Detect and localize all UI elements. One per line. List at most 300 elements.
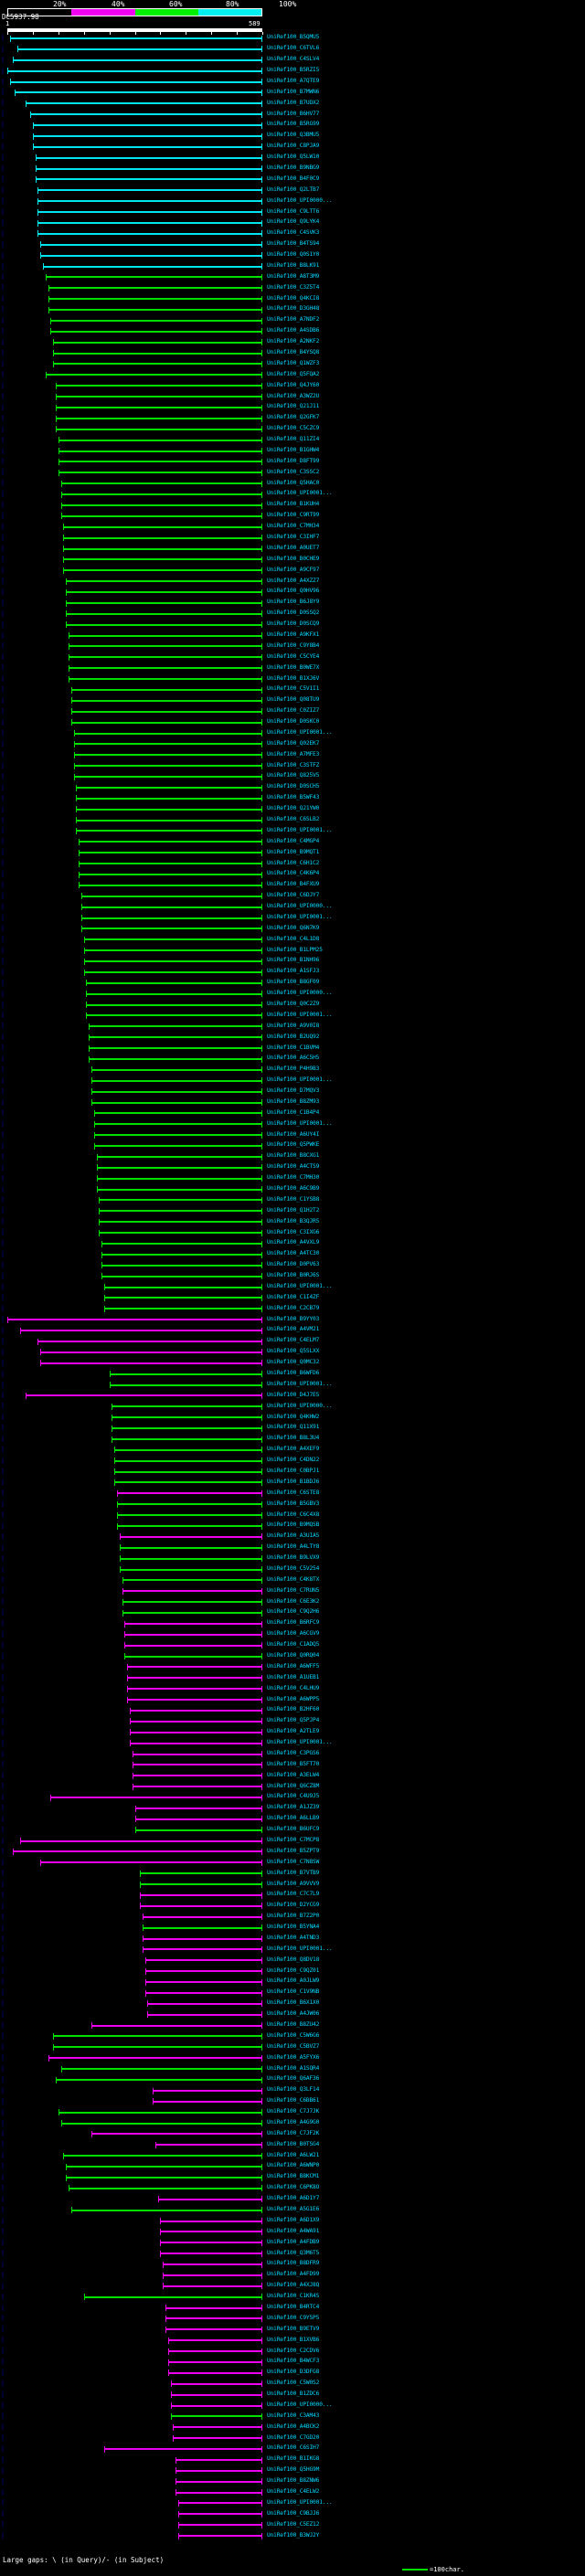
hit-description-link[interactable]: UniRef100_B1KUH4 — [267, 501, 320, 508]
hit-description-link[interactable]: UniRef100_B8ZU42 — [267, 2021, 320, 2029]
hit-description-link[interactable]: UniRef100_B8GF09 — [267, 979, 320, 986]
table-row[interactable] — [0, 230, 585, 239]
table-row[interactable] — [0, 642, 585, 651]
alignment-bar[interactable] — [84, 2296, 262, 2298]
alignment-bar[interactable] — [37, 1341, 262, 1342]
alignment-bar[interactable] — [101, 1276, 262, 1277]
hit-description-link[interactable]: UniRef100_A1JZ39 — [267, 1804, 320, 1811]
alignment-bar[interactable] — [176, 2459, 262, 2461]
alignment-bar[interactable] — [76, 809, 262, 811]
table-row[interactable] — [0, 1816, 585, 1824]
alignment-bar[interactable] — [104, 2448, 262, 2450]
table-row[interactable] — [0, 122, 585, 130]
hit-description-link[interactable]: UniRef100_B1XVB6 — [267, 2336, 320, 2343]
table-row[interactable] — [0, 1077, 585, 1086]
alignment-bar[interactable] — [37, 222, 262, 224]
alignment-bar[interactable] — [117, 1492, 262, 1494]
hit-description-link[interactable]: UniRef100_C3IXG6 — [267, 1228, 320, 1235]
hit-description-link[interactable]: UniRef100_UPI0001... — [267, 728, 333, 736]
hit-description-link[interactable]: UniRef100_B5RG99 — [267, 121, 320, 128]
alignment-bar[interactable] — [168, 2372, 262, 2374]
alignment-bar[interactable] — [176, 2492, 262, 2494]
table-row[interactable] — [0, 1088, 585, 1097]
table-row[interactable] — [0, 175, 585, 184]
hit-description-link[interactable]: UniRef100_B9LVX9 — [267, 1554, 320, 1562]
hit-description-link[interactable]: UniRef100_C5V254 — [267, 1564, 320, 1572]
table-row[interactable] — [0, 1305, 585, 1313]
alignment-bar[interactable] — [143, 1948, 262, 1950]
alignment-bar[interactable] — [69, 645, 262, 647]
table-row[interactable] — [0, 860, 585, 868]
alignment-bar[interactable] — [66, 591, 262, 593]
hit-description-link[interactable]: UniRef100_A3UIA5 — [267, 1532, 320, 1540]
alignment-bar[interactable] — [171, 2394, 262, 2396]
hit-description-link[interactable]: UniRef100_B1LPM25 — [267, 946, 323, 953]
alignment-bar[interactable] — [163, 2274, 262, 2276]
alignment-bar[interactable] — [122, 1590, 262, 1592]
table-row[interactable] — [0, 958, 585, 966]
hit-description-link[interactable]: UniRef100_B8KCM1 — [267, 2173, 320, 2180]
hit-description-link[interactable]: UniRef100_A3WZ2U — [267, 392, 320, 399]
hit-description-link[interactable]: UniRef100_Q5LW10 — [267, 154, 320, 161]
hit-description-link[interactable]: UniRef100_A4WA91 — [267, 2227, 320, 2234]
alignment-bar[interactable] — [114, 1449, 262, 1451]
alignment-bar[interactable] — [94, 1123, 262, 1125]
alignment-bar[interactable] — [79, 852, 262, 853]
table-row[interactable] — [0, 1044, 585, 1053]
table-row[interactable] — [0, 133, 585, 141]
alignment-bar[interactable] — [61, 515, 262, 517]
table-row[interactable] — [0, 79, 585, 87]
table-row[interactable] — [0, 1458, 585, 1466]
table-row[interactable] — [0, 502, 585, 510]
hit-description-link[interactable]: UniRef100_C3STFZ — [267, 761, 320, 769]
alignment-bar[interactable] — [58, 440, 262, 441]
alignment-bar[interactable] — [40, 255, 262, 257]
table-row[interactable] — [0, 1555, 585, 1564]
hit-description-link[interactable]: UniRef100_B0TSG4 — [267, 2140, 320, 2147]
table-row[interactable] — [0, 2315, 585, 2323]
hit-description-link[interactable]: UniRef100_Q2LTB7 — [267, 186, 320, 193]
hit-description-link[interactable]: UniRef100_A6CGV9 — [267, 1630, 320, 1638]
alignment-bar[interactable] — [86, 1014, 262, 1016]
alignment-bar[interactable] — [89, 1047, 262, 1049]
alignment-bar[interactable] — [36, 168, 262, 170]
hit-description-link[interactable]: UniRef100_UPI0001... — [267, 1076, 333, 1084]
alignment-bar[interactable] — [43, 266, 262, 268]
hit-description-link[interactable]: UniRef100_D0SCH5 — [267, 783, 320, 790]
table-row[interactable] — [0, 567, 585, 575]
alignment-bar[interactable] — [130, 1710, 262, 1712]
alignment-bar[interactable] — [33, 135, 262, 137]
hit-description-link[interactable]: UniRef100_C4ELW2 — [267, 2487, 320, 2495]
alignment-bar[interactable] — [130, 1732, 262, 1733]
table-row[interactable] — [0, 827, 585, 835]
alignment-bar[interactable] — [79, 863, 262, 864]
hit-description-link[interactable]: UniRef100_UPI0001... — [267, 1119, 333, 1127]
hit-description-link[interactable]: UniRef100_Q825V5 — [267, 772, 320, 779]
hit-description-link[interactable]: UniRef100_C4K8TX — [267, 1575, 320, 1583]
alignment-bar[interactable] — [140, 1883, 262, 1885]
alignment-bar[interactable] — [99, 1210, 262, 1212]
table-row[interactable] — [0, 1761, 585, 1769]
table-row[interactable] — [0, 480, 585, 488]
table-row[interactable] — [0, 871, 585, 879]
alignment-bar[interactable] — [50, 320, 262, 322]
hit-description-link[interactable]: UniRef100_A4CTS9 — [267, 1163, 320, 1171]
table-row[interactable] — [0, 893, 585, 901]
table-row[interactable] — [0, 1620, 585, 1628]
table-row[interactable] — [0, 1642, 585, 1650]
hit-description-link[interactable]: UniRef100_A4LTY8 — [267, 1543, 320, 1551]
alignment-bar[interactable] — [143, 1916, 262, 1918]
table-row[interactable] — [0, 1500, 585, 1509]
table-row[interactable] — [0, 263, 585, 271]
hit-description-link[interactable]: UniRef100_C4ELM7 — [267, 1337, 320, 1344]
table-row[interactable] — [0, 1338, 585, 1346]
hit-description-link[interactable]: UniRef100_B1NH96 — [267, 957, 320, 964]
alignment-bar[interactable] — [160, 2231, 262, 2232]
alignment-bar[interactable] — [160, 2253, 262, 2254]
alignment-bar[interactable] — [56, 385, 262, 387]
hit-description-link[interactable]: UniRef100_A6WPP5 — [267, 1695, 320, 1702]
hit-description-link[interactable]: UniRef100_D0SCQ9 — [267, 620, 320, 628]
alignment-bar[interactable] — [71, 711, 262, 713]
table-row[interactable] — [0, 1913, 585, 1922]
alignment-bar[interactable] — [160, 2242, 262, 2243]
hit-description-link[interactable]: UniRef100_B2HF60 — [267, 1706, 320, 1713]
alignment-bar[interactable] — [135, 1818, 263, 1820]
alignment-bar[interactable] — [127, 1666, 262, 1668]
table-row[interactable] — [0, 1587, 585, 1595]
table-row[interactable] — [0, 426, 585, 434]
table-row[interactable] — [0, 697, 585, 705]
hit-description-link[interactable]: UniRef100_B9ETV9 — [267, 2325, 320, 2332]
table-row[interactable] — [0, 1489, 585, 1498]
hit-description-link[interactable]: UniRef100_B8ZNW6 — [267, 2477, 320, 2485]
alignment-bar[interactable] — [163, 2285, 262, 2287]
hit-description-link[interactable]: UniRef100_B9MQT1 — [267, 848, 320, 855]
hit-description-link[interactable]: UniRef100_B1BDJ6 — [267, 1478, 320, 1485]
table-row[interactable] — [0, 1360, 585, 1368]
alignment-bar[interactable] — [61, 2068, 262, 2070]
alignment-bar[interactable] — [71, 700, 262, 702]
hit-description-link[interactable]: UniRef100_B6X1X0 — [267, 1999, 320, 2007]
hit-description-link[interactable]: UniRef100_A4FD99 — [267, 2271, 320, 2278]
alignment-bar[interactable] — [79, 885, 262, 886]
hit-description-link[interactable]: UniRef100_C5CZC9 — [267, 425, 320, 432]
hit-description-link[interactable]: UniRef100_B8ZM93 — [267, 1097, 320, 1105]
table-row[interactable] — [0, 1164, 585, 1172]
alignment-bar[interactable] — [74, 754, 262, 756]
hit-description-link[interactable]: UniRef100_A3ELW4 — [267, 1771, 320, 1778]
alignment-bar[interactable] — [69, 667, 262, 669]
alignment-bar[interactable] — [53, 353, 262, 355]
hit-description-link[interactable]: UniRef100_UPI0000... — [267, 2401, 333, 2408]
hit-description-link[interactable]: UniRef100_Q6CZ8M — [267, 1782, 320, 1789]
alignment-bar[interactable] — [66, 613, 262, 615]
hit-description-link[interactable]: UniRef100_Q1H2T2 — [267, 1206, 320, 1214]
hit-description-link[interactable]: UniRef100_C6BB61 — [267, 2097, 320, 2104]
hit-description-link[interactable]: UniRef100_C5EZ12 — [267, 2520, 320, 2528]
table-row[interactable] — [0, 2478, 585, 2486]
table-row[interactable] — [0, 1316, 585, 1324]
table-row[interactable] — [0, 2391, 585, 2400]
hit-description-link[interactable]: UniRef100_C5CYE4 — [267, 652, 320, 660]
table-row[interactable] — [0, 2532, 585, 2540]
alignment-bar[interactable] — [99, 1232, 262, 1234]
hit-description-link[interactable]: UniRef100_Q11X91 — [267, 1424, 320, 1431]
alignment-bar[interactable] — [165, 2328, 262, 2330]
alignment-bar[interactable] — [84, 949, 262, 951]
hit-description-link[interactable]: UniRef100_C6SLB2 — [267, 815, 320, 822]
table-row[interactable] — [0, 1229, 585, 1237]
table-row[interactable] — [0, 317, 585, 325]
alignment-bar[interactable] — [112, 1405, 262, 1407]
alignment-bar[interactable] — [163, 2263, 262, 2265]
table-row[interactable] — [0, 1099, 585, 1108]
hit-description-link[interactable]: UniRef100_C7MCP8 — [267, 1837, 320, 1843]
hit-description-link[interactable]: UniRef100_C3AM43 — [267, 2412, 320, 2419]
alignment-bar[interactable] — [165, 2317, 262, 2319]
hit-description-link[interactable]: UniRef100_A4TC30 — [267, 1250, 320, 1257]
hit-description-link[interactable]: UniRef100_Q5PWKE — [267, 1141, 320, 1149]
table-row[interactable] — [0, 1479, 585, 1487]
table-row[interactable] — [0, 1175, 585, 1183]
table-row[interactable] — [0, 2380, 585, 2389]
hit-description-link[interactable]: UniRef100_B6WFD6 — [267, 1370, 320, 1377]
hit-description-link[interactable]: UniRef100_C2CDV6 — [267, 2347, 320, 2354]
table-row[interactable] — [0, 1576, 585, 1585]
hit-description-link[interactable]: UniRef100_A0JLW9 — [267, 1977, 320, 1985]
table-row[interactable] — [0, 2294, 585, 2302]
hit-description-link[interactable]: UniRef100_UPI0000... — [267, 990, 333, 997]
table-row[interactable] — [0, 1903, 585, 1911]
hit-description-link[interactable]: UniRef100_B7Z2P0 — [267, 1913, 320, 1920]
alignment-bar[interactable] — [91, 2133, 262, 2135]
hit-description-link[interactable]: UniRef100_Q3M6T5 — [267, 2249, 320, 2256]
alignment-bar[interactable] — [37, 211, 262, 213]
alignment-bar[interactable] — [145, 1959, 262, 1961]
hit-description-link[interactable]: UniRef100_C6DJY7 — [267, 892, 320, 899]
hit-description-link[interactable]: UniRef100_B8LK91 — [267, 261, 320, 269]
hit-description-link[interactable]: UniRef100_C6H1C2 — [267, 859, 320, 866]
alignment-bar[interactable] — [84, 960, 262, 962]
table-row[interactable] — [0, 2239, 585, 2247]
alignment-bar[interactable] — [130, 1721, 262, 1723]
alignment-bar[interactable] — [101, 1254, 262, 1256]
hit-description-link[interactable]: UniRef100_Q9LYK4 — [267, 218, 320, 226]
alignment-bar[interactable] — [91, 1091, 262, 1093]
hit-description-link[interactable]: UniRef100_UPI0001... — [267, 1011, 333, 1018]
table-row[interactable] — [0, 448, 585, 456]
hit-description-link[interactable]: UniRef100_A4JW06 — [267, 2010, 320, 2018]
hit-description-link[interactable]: UniRef100_A9VVV9 — [267, 1880, 320, 1887]
alignment-bar[interactable] — [133, 1786, 262, 1787]
alignment-bar[interactable] — [140, 1872, 262, 1874]
table-row[interactable] — [0, 1924, 585, 1933]
hit-description-link[interactable]: UniRef100_A4G9G0 — [267, 2118, 320, 2125]
table-row[interactable] — [0, 1012, 585, 1020]
table-row[interactable] — [0, 2152, 585, 2160]
alignment-bar[interactable] — [69, 656, 262, 658]
table-row[interactable] — [0, 1989, 585, 1998]
table-row[interactable] — [0, 1382, 585, 1390]
table-row[interactable] — [0, 2120, 585, 2128]
hit-description-link[interactable]: UniRef100_B4F0C9 — [267, 175, 320, 182]
table-row[interactable] — [0, 1522, 585, 1531]
table-row[interactable] — [0, 2218, 585, 2226]
hit-description-link[interactable]: UniRef100_C1V9NB — [267, 1988, 320, 1996]
alignment-bar[interactable] — [124, 1623, 262, 1625]
hit-description-link[interactable]: UniRef100_C1BVM4 — [267, 1044, 320, 1051]
alignment-bar[interactable] — [178, 2535, 262, 2537]
table-row[interactable] — [0, 969, 585, 977]
alignment-bar[interactable] — [114, 1460, 262, 1462]
hit-description-link[interactable]: UniRef100_B1GHW4 — [267, 446, 320, 453]
table-row[interactable] — [0, 1783, 585, 1791]
hit-description-link[interactable]: UniRef100_C7MH30 — [267, 1174, 320, 1182]
hit-description-link[interactable]: UniRef100_Q1WZF3 — [267, 359, 320, 366]
hit-description-link[interactable]: UniRef100_A2NKF2 — [267, 338, 320, 345]
hit-description-link[interactable]: UniRef100_Q21YW0 — [267, 805, 320, 812]
table-row[interactable] — [0, 546, 585, 554]
hit-description-link[interactable]: UniRef100_C6STE8 — [267, 1489, 320, 1496]
table-row[interactable] — [0, 2348, 585, 2356]
hit-description-link[interactable]: UniRef100_C6C4X8 — [267, 1511, 320, 1518]
alignment-bar[interactable] — [36, 157, 262, 159]
alignment-bar[interactable] — [37, 200, 262, 202]
alignment-bar[interactable] — [112, 1438, 262, 1440]
alignment-bar[interactable] — [127, 1699, 262, 1701]
alignment-bar[interactable] — [71, 2210, 262, 2211]
table-row[interactable] — [0, 621, 585, 630]
hit-description-link[interactable]: UniRef100_C7GD20 — [267, 2433, 320, 2441]
alignment-bar[interactable] — [127, 1677, 262, 1679]
alignment-bar[interactable] — [89, 1025, 262, 1027]
table-row[interactable] — [0, 197, 585, 206]
hit-description-link[interactable]: UniRef100_C1I4ZF — [267, 1293, 320, 1300]
alignment-bar[interactable] — [58, 451, 262, 452]
hit-description-link[interactable]: UniRef100_B0RJ6S — [267, 1272, 320, 1279]
hit-description-link[interactable]: UniRef100_Q6AF36 — [267, 2075, 320, 2083]
table-row[interactable] — [0, 100, 585, 108]
hit-description-link[interactable]: UniRef100_Q5HG9M — [267, 2466, 320, 2474]
table-row[interactable] — [0, 1978, 585, 1987]
alignment-bar[interactable] — [26, 1394, 262, 1396]
hit-description-link[interactable]: UniRef100_C7N8SW — [267, 1858, 320, 1865]
hit-description-link[interactable]: UniRef100_UPI0001... — [267, 826, 333, 833]
table-row[interactable] — [0, 143, 585, 152]
table-row[interactable] — [0, 947, 585, 955]
alignment-bar[interactable] — [74, 733, 262, 735]
table-row[interactable] — [0, 632, 585, 641]
alignment-bar[interactable] — [122, 1579, 262, 1581]
hit-description-link[interactable]: UniRef100_B0CHE9 — [267, 555, 320, 562]
alignment-bar[interactable] — [81, 928, 262, 929]
hit-description-link[interactable]: UniRef100_B5QMU5 — [267, 34, 320, 41]
alignment-bar[interactable] — [158, 2199, 262, 2200]
table-row[interactable] — [0, 46, 585, 54]
hit-description-link[interactable]: UniRef100_B6RFC9 — [267, 1619, 320, 1627]
table-row[interactable] — [0, 469, 585, 477]
alignment-bar[interactable] — [61, 493, 262, 495]
alignment-bar[interactable] — [53, 342, 262, 344]
alignment-bar[interactable] — [168, 2361, 262, 2363]
table-row[interactable] — [0, 524, 585, 532]
hit-description-link[interactable]: UniRef100_B1XJ6V — [267, 674, 320, 682]
table-row[interactable] — [0, 1653, 585, 1661]
hit-description-link[interactable]: UniRef100_Q0C2Z9 — [267, 1001, 320, 1007]
alignment-bar[interactable] — [97, 1178, 262, 1180]
table-row[interactable] — [0, 730, 585, 738]
alignment-bar[interactable] — [76, 787, 262, 789]
hit-description-link[interactable]: UniRef100_A6D1X9 — [267, 2216, 320, 2223]
table-row[interactable] — [0, 1468, 585, 1477]
table-row[interactable] — [0, 1240, 585, 1248]
hit-description-link[interactable]: UniRef100_B3WJ2Y — [267, 2531, 320, 2539]
hit-description-link[interactable]: UniRef100_Q4KHW2 — [267, 1413, 320, 1420]
table-row[interactable] — [0, 849, 585, 857]
alignment-bar[interactable] — [71, 722, 262, 724]
table-row[interactable] — [0, 2423, 585, 2432]
hit-description-link[interactable]: UniRef100_C4LHU9 — [267, 1684, 320, 1691]
hit-description-link[interactable]: UniRef100_A2TLE9 — [267, 1728, 320, 1735]
alignment-bar[interactable] — [91, 2025, 262, 2027]
table-row[interactable] — [0, 165, 585, 174]
table-row[interactable] — [0, 610, 585, 619]
alignment-bar[interactable] — [117, 1525, 262, 1527]
table-row[interactable] — [0, 1729, 585, 1737]
hit-description-link[interactable]: UniRef100_B7MWN6 — [267, 88, 320, 95]
alignment-bar[interactable] — [33, 146, 262, 148]
hit-description-link[interactable]: UniRef100_A1UEB1 — [267, 1673, 320, 1680]
hit-description-link[interactable]: UniRef100_B1IKG8 — [267, 2455, 320, 2463]
alignment-bar[interactable] — [168, 2350, 262, 2352]
hit-description-link[interactable]: UniRef100_B8L3U4 — [267, 1435, 320, 1442]
alignment-bar[interactable] — [76, 820, 262, 822]
table-row[interactable] — [0, 991, 585, 999]
table-row[interactable] — [0, 1414, 585, 1422]
table-row[interactable] — [0, 980, 585, 988]
hit-description-link[interactable]: UniRef100_A6WNP0 — [267, 2162, 320, 2169]
alignment-bar[interactable] — [81, 896, 262, 897]
hit-description-link[interactable]: UniRef100_Q21J11 — [267, 403, 320, 410]
hit-description-link[interactable]: UniRef100_A0UET7 — [267, 544, 320, 551]
hit-description-link[interactable]: UniRef100_UPI0001... — [267, 2498, 333, 2506]
table-row[interactable] — [0, 915, 585, 923]
alignment-bar[interactable] — [58, 2112, 262, 2114]
hit-description-link[interactable]: UniRef100_C9QZ01 — [267, 1966, 320, 1974]
alignment-bar[interactable] — [15, 91, 262, 93]
hit-description-link[interactable]: UniRef100_C1B4P4 — [267, 1108, 320, 1116]
table-row[interactable] — [0, 1794, 585, 1802]
table-row[interactable] — [0, 2359, 585, 2367]
table-row[interactable] — [0, 2087, 585, 2095]
alignment-bar[interactable] — [135, 1807, 263, 1809]
hit-description-link[interactable]: UniRef100_B9YY03 — [267, 1315, 320, 1322]
table-row[interactable] — [0, 2196, 585, 2204]
alignment-bar[interactable] — [76, 830, 262, 832]
table-row[interactable] — [0, 241, 585, 249]
table-row[interactable] — [0, 1838, 585, 1846]
table-row[interactable] — [0, 751, 585, 759]
hit-description-link[interactable]: UniRef100_C5BVZ7 — [267, 2042, 320, 2050]
alignment-bar[interactable] — [20, 1840, 262, 1842]
alignment-bar[interactable] — [61, 2123, 262, 2125]
alignment-bar[interactable] — [61, 504, 262, 506]
table-row[interactable] — [0, 513, 585, 521]
